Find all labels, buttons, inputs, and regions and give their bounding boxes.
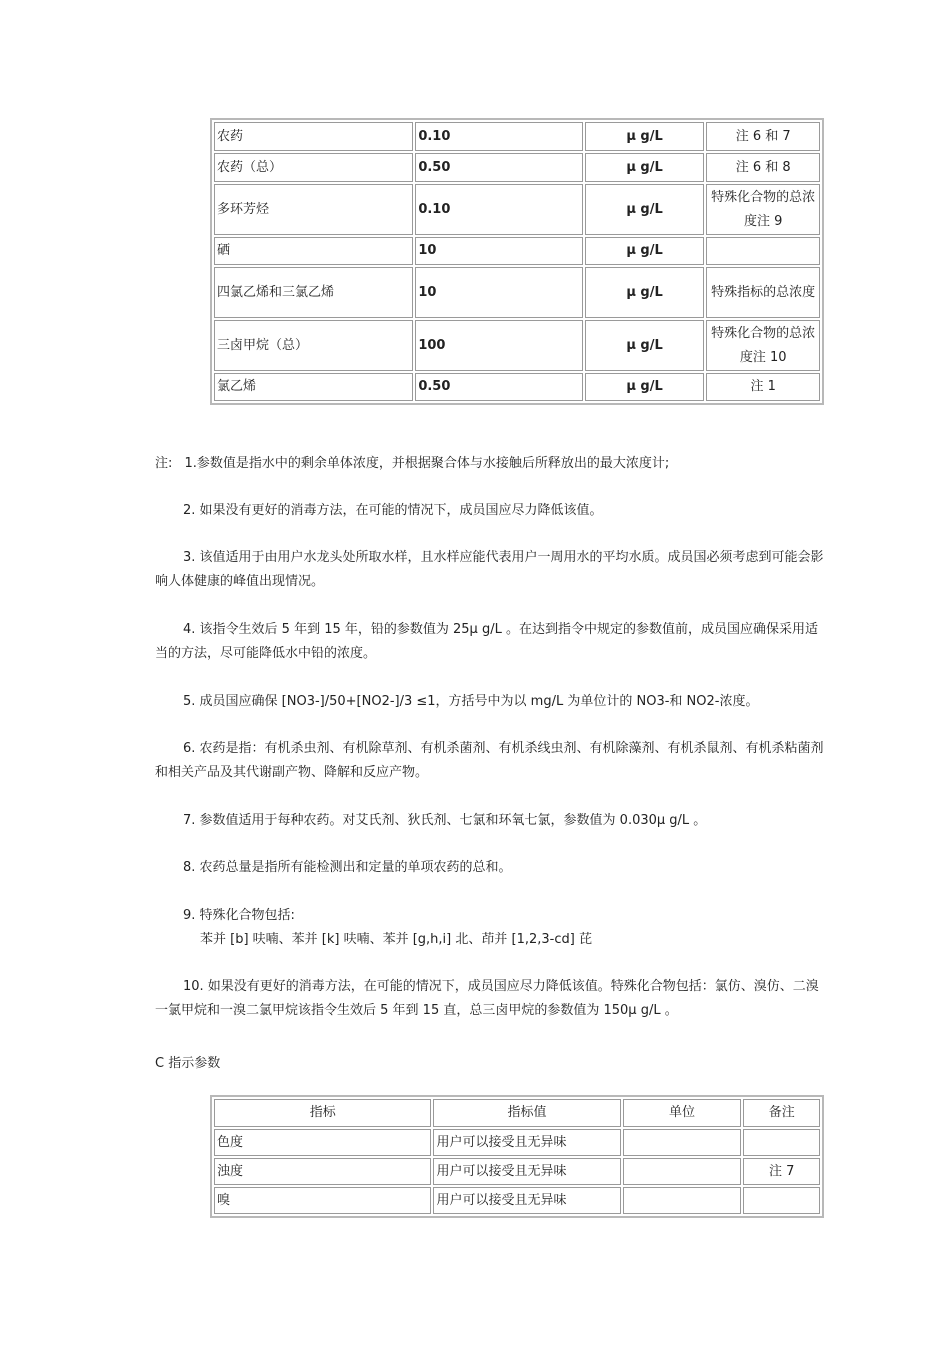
indicator-name: 嗅: [214, 1187, 431, 1214]
indicator-unit: [623, 1158, 742, 1185]
table-row: [214, 267, 820, 318]
indicator-unit: [623, 1187, 742, 1214]
param-name: 多环芳烃: [214, 184, 413, 235]
header-remark: 备注: [743, 1099, 820, 1127]
note-2: 2. 如果没有更好的消毒方法，在可能的情况下，成员国应尽力降低该值。: [183, 503, 603, 518]
param-unit: μ g/L: [585, 373, 705, 401]
param-value: 100: [415, 320, 582, 371]
param-name: 氯乙烯: [214, 373, 413, 401]
param-remark: 注 6 和 8: [706, 153, 820, 182]
note-10: 10. 如果没有更好的消毒方法，在可能的情况下，成员国应尽力降低该值。特殊化合物包括：氯仿、溴仿、二溴一氯甲烷和一溴二氯甲烷该指令生效后 5 年到 15 直，总三卤甲烷的参数值为 150μ g/L 。: [155, 979, 819, 1018]
table-row: [214, 122, 820, 151]
table-row: [214, 184, 820, 235]
indicator-table: [210, 1095, 824, 1218]
param-name: 硒: [214, 237, 413, 265]
param-value: 0.50: [415, 153, 582, 182]
table-header-row: [214, 1099, 820, 1127]
table-row: [214, 373, 820, 401]
param-unit: μ g/L: [585, 267, 705, 318]
param-remark: [706, 237, 820, 265]
param-remark: 注 6 和 7: [706, 122, 820, 151]
note-9-compounds: 苯并 [b] 呋喃、苯并 [k] 呋喃、苯并 [g,h,i] 北、茚并 [1,2,3-cd] 芘: [200, 932, 592, 947]
param-unit: μ g/L: [585, 122, 705, 151]
table-row: [214, 1187, 820, 1214]
indicator-remark: [743, 1129, 820, 1156]
indicator-remark: [743, 1187, 820, 1214]
param-value: 10: [415, 237, 582, 265]
table-row: [214, 237, 820, 265]
param-value: 0.10: [415, 184, 582, 235]
indicator-unit: [623, 1129, 742, 1156]
note-9: 9. 特殊化合物包括:: [183, 908, 295, 923]
param-unit: μ g/L: [585, 153, 705, 182]
note-8: 8. 农药总量是指所有能检测出和定量的单项农药的总和。: [183, 860, 512, 875]
note-1: [155, 452, 825, 476]
table-row: [214, 153, 820, 182]
parameter-table: [210, 118, 824, 405]
indicator-name: 浊度: [214, 1158, 431, 1185]
param-remark: 特殊化合物的总浓度注 10: [706, 320, 820, 371]
param-unit: μ g/L: [585, 184, 705, 235]
param-unit: μ g/L: [585, 237, 705, 265]
param-name: 四氯乙烯和三氯乙烯: [214, 267, 413, 318]
note-prefix: 注:: [155, 456, 173, 471]
table-row: [214, 320, 820, 371]
param-value: 0.50: [415, 373, 582, 401]
param-name: 农药: [214, 122, 413, 151]
note-7: 7. 参数值适用于每种农药。对艾氏剂、狄氏剂、七氯和环氧七氯，参数值为 0.030μ g/L 。: [183, 813, 707, 828]
note-6: 6. 农药是指：有机杀虫剂、有机除草剂、有机杀菌剂、有机杀线虫剂、有机除藻剂、有机杀鼠剂、有机杀粘菌剂和相关产品及其代谢副产物、降解和反应产物。: [155, 741, 824, 780]
indicator-value: 用户可以接受且无异味: [433, 1158, 620, 1185]
note-3: 3. 该值适用于由用户水龙头处所取水样，且水样应能代表用户一周用水的平均水质。成员国必须考虑到可能会影响人体健康的峰值出现情况。: [155, 550, 824, 589]
header-unit: 单位: [623, 1099, 742, 1127]
note-5: 5. 成员国应确保 [NO3-]/50+[NO2-]/3 ≤1，方括号中为以 mg/L 为单位计的 NO3-和 NO2-浓度。: [183, 694, 759, 709]
param-unit: μ g/L: [585, 320, 705, 371]
param-name: 三卤甲烷（总）: [214, 320, 413, 371]
header-value: 指标值: [433, 1099, 620, 1127]
note-text: 1.参数值是指水中的剩余单体浓度，并根据聚合体与水接触后所释放出的最大浓度计;: [184, 456, 670, 471]
param-value: 0.10: [415, 122, 582, 151]
table-row: [214, 1129, 820, 1156]
header-indicator: 指标: [214, 1099, 431, 1127]
param-remark: 注 1: [706, 373, 820, 401]
param-remark: 特殊化合物的总浓度注 9: [706, 184, 820, 235]
param-value: 10: [415, 267, 582, 318]
param-name: 农药（总）: [214, 153, 413, 182]
table-row: [214, 1158, 820, 1185]
indicator-remark: 注 7: [743, 1158, 820, 1185]
indicator-name: 色度: [214, 1129, 431, 1156]
indicator-value: 用户可以接受且无异味: [433, 1129, 620, 1156]
section-c-title: C 指示参数: [155, 1056, 221, 1071]
param-remark: 特殊指标的总浓度: [706, 267, 820, 318]
indicator-value: 用户可以接受且无异味: [433, 1187, 620, 1214]
note-4: 4. 该指令生效后 5 年到 15 年，铅的参数值为 25μ g/L 。在达到指令中规定的参数值前，成员国应确保采用适当的方法，尽可能降低水中铅的浓度。: [155, 622, 818, 661]
